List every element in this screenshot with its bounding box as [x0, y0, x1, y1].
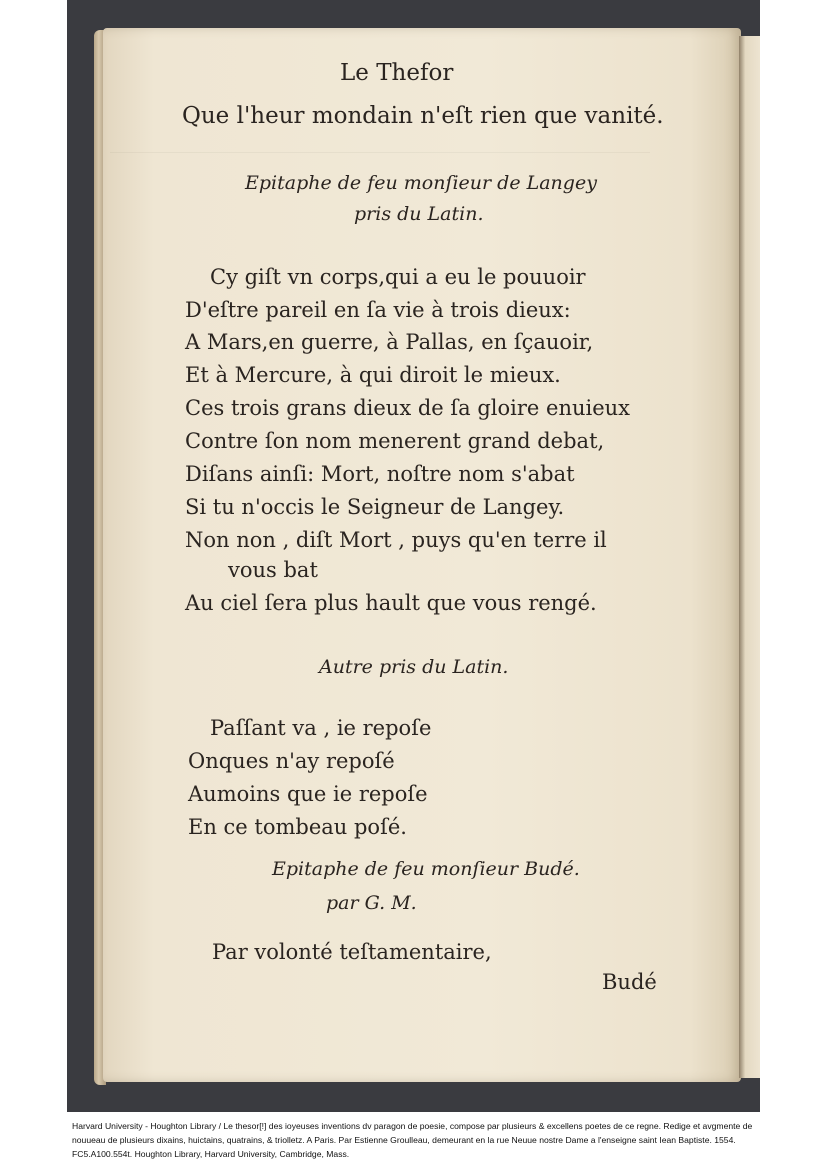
verse-line: En ce tombeau poſé.	[188, 815, 407, 839]
running-head: Le Thefor	[340, 60, 454, 86]
verse-line: Contre ſon nom menerent grand debat,	[185, 429, 605, 453]
verse-line: D'eſtre pareil en ſa vie à trois dieux:	[185, 298, 571, 322]
library-caption: Harvard University - Houghton Library / Le thesor[!] des ioyeuses inventions dv paragon de poesie, compose par plusieurs & excellens poetes de ce regne. Redige et avgmente de nouueau de plusieurs dixains, huictains, quatrains, & triolletz. A Paris. Par Estienne Groulleau, demeurant en la rue Neuue nostre Dame a l'enseigne saint Iean Baptiste. 1554. FC5.A100.554t. Houghton Library, Harvard University, Cambridge, Mass.	[72, 1121, 753, 1159]
verse-line: Ces trois grans dieux de ſa gloire enuieux	[185, 396, 631, 420]
epitaph-title: Epitaphe de feu monſieur de Langey	[245, 172, 597, 194]
epitaph-title: Autre pris du Latin.	[319, 656, 509, 678]
verse-line: Non non , diſt Mort , puys qu'en terre il	[185, 528, 607, 552]
epitaph-title: Epitaphe de feu monſieur Budé.	[272, 858, 580, 880]
show-through-texture	[110, 130, 650, 153]
verse-line: Au ciel ſera plus hault que vous rengé.	[185, 591, 597, 615]
verse-line: Si tu n'occis le Seigneur de Langey.	[185, 495, 565, 519]
epitaph-subtitle: pris du Latin.	[354, 203, 484, 225]
verse-line: Aumoins que ie repoſe	[188, 782, 428, 806]
verse-line: Paſſant va , ie repoſe	[210, 716, 432, 740]
verse-line: Diſans ainſi: Mort, noſtre nom s'abat	[185, 462, 575, 486]
verse-line: Par volonté teſtamentaire,	[212, 940, 492, 964]
verse-line: Cy giſt vn corps,qui a eu le pouuoir	[210, 265, 586, 289]
catchword: Budé	[602, 970, 657, 994]
epitaph-author: par G. M.	[326, 892, 417, 914]
section-heading: Que l'heur mondain n'eſt rien que vanité.	[182, 103, 664, 129]
verse-line: Et à Mercure, à qui diroit le mieux.	[185, 363, 561, 387]
verse-line: vous bat	[228, 558, 318, 582]
verse-line: A Mars,en guerre, à Pallas, en ſçauoir,	[185, 330, 594, 354]
facing-page-edge	[739, 36, 760, 1078]
verse-line: Onques n'ay repoſé	[188, 749, 395, 773]
